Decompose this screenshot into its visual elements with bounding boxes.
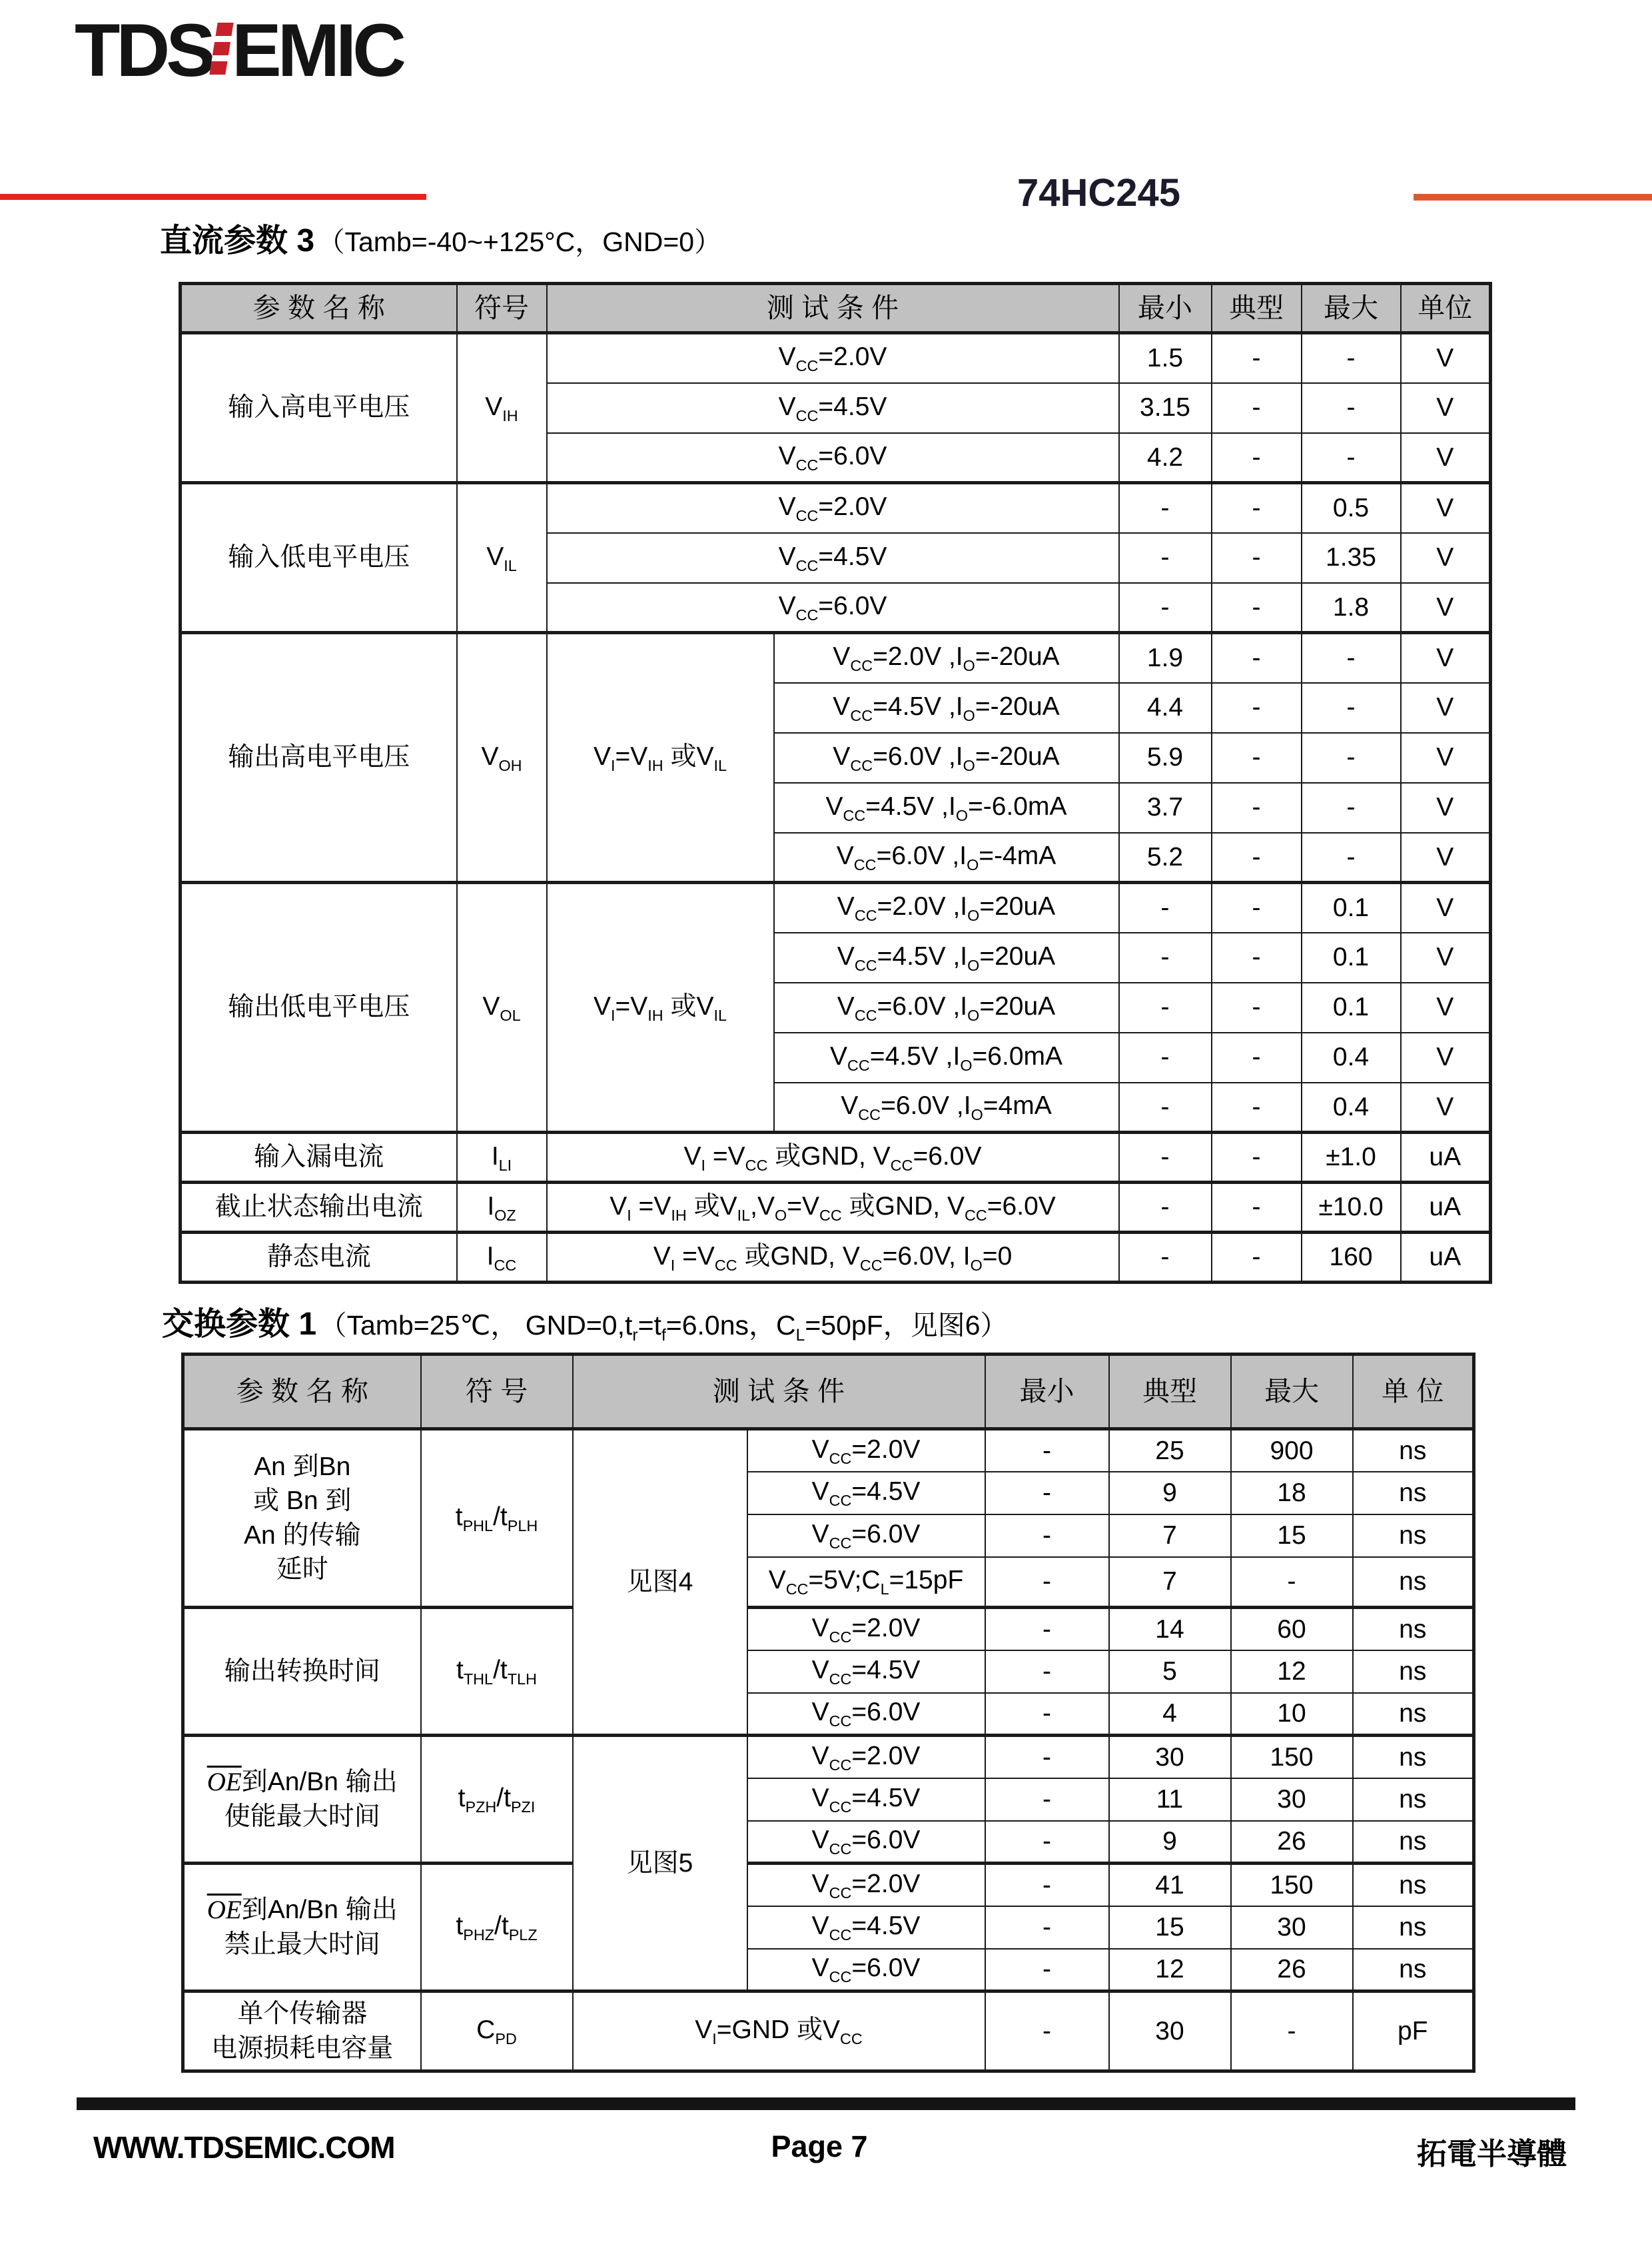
cell-symbol: $I_{LI}$ bbox=[457, 1133, 547, 1183]
cell-symbol: $t_{PZH}/t_{PZI}$ bbox=[421, 1736, 573, 1864]
cell-min: - bbox=[985, 1557, 1109, 1608]
cell-unit: V bbox=[1401, 683, 1491, 733]
cell-unit: ns bbox=[1353, 1472, 1474, 1514]
col-header-max: 最大 bbox=[1231, 1355, 1353, 1429]
cell-unit: V bbox=[1401, 933, 1491, 983]
cell-typ: - bbox=[1212, 683, 1302, 733]
cell-symbol: $V_{IH}$ bbox=[457, 333, 547, 483]
cell-param-name: An 到Bn 或 Bn 到 An 的传输 延时 bbox=[183, 1429, 421, 1608]
table-row bbox=[181, 1133, 1491, 1183]
cell-condition: $V_{CC}=4.5V$ $,I_O=20uA$ bbox=[774, 933, 1119, 983]
cell-condition: $V_{CC}=5V;C_L=15pF$ bbox=[747, 1557, 985, 1608]
switching-parameters-table bbox=[181, 1353, 1475, 2073]
cell-unit: ns bbox=[1353, 1650, 1474, 1693]
cell-symbol: $t_{PHZ}/t_{PLZ}$ bbox=[421, 1864, 573, 1991]
table-row bbox=[183, 1736, 1474, 1778]
cell-typ: - bbox=[1212, 833, 1302, 883]
cell-unit: uA bbox=[1401, 1133, 1491, 1183]
cell-min: - bbox=[1119, 583, 1212, 633]
cell-condition: $V_{CC}=4.5V$ $,I_O=-6.0mA$ bbox=[774, 783, 1119, 833]
cell-typ: - bbox=[1212, 733, 1302, 783]
col-header-typ: 典型 bbox=[1212, 284, 1302, 333]
cell-max: 160 bbox=[1302, 1233, 1401, 1283]
cell-max: - bbox=[1302, 333, 1401, 383]
cell-max: - bbox=[1302, 683, 1401, 733]
logo-red-bars-icon bbox=[208, 23, 233, 79]
cell-condition: $V_{CC}=2.0V$ bbox=[747, 1864, 985, 1906]
cell-unit: ns bbox=[1353, 1557, 1474, 1608]
cell-condition: $V_{CC}=2.0V$ bbox=[747, 1608, 985, 1650]
cell-condition: $V_{CC}=4.5V$ bbox=[747, 1778, 985, 1821]
sw-section-heading bbox=[162, 1298, 1008, 1345]
tdsemic-logo bbox=[75, 9, 402, 92]
cell-max: 1.35 bbox=[1302, 533, 1401, 583]
cell-typ: - bbox=[1212, 483, 1302, 533]
cell-unit: ns bbox=[1353, 1693, 1474, 1736]
cell-condition: $V_{CC}=4.5V$ bbox=[547, 383, 1119, 433]
col-header-param: 参 数 名 称 bbox=[183, 1355, 421, 1429]
cell-min: - bbox=[1119, 533, 1212, 583]
cell-min: 1.9 bbox=[1119, 633, 1212, 683]
cell-unit: V bbox=[1401, 433, 1491, 483]
cell-typ: 15 bbox=[1109, 1906, 1231, 1949]
cell-condition: $V_{CC}=2.0V$ $,I_O=-20uA$ bbox=[774, 633, 1119, 683]
table-row bbox=[181, 883, 1491, 933]
col-header-min: 最小 bbox=[1119, 284, 1212, 333]
cell-param-name: 输出转换时间 bbox=[183, 1608, 421, 1736]
cell-max: 150 bbox=[1231, 1864, 1353, 1906]
table-row bbox=[181, 1233, 1491, 1283]
cell-condition: $V_{CC}=6.0V$ $,I_O=-4mA$ bbox=[774, 833, 1119, 883]
cell-max: - bbox=[1302, 733, 1401, 783]
cell-max: 15 bbox=[1231, 1514, 1353, 1557]
table-row bbox=[181, 333, 1491, 383]
cell-condition: $V_I =V_{IH}$ 或$V_{IL},V_O=V_{CC}$ 或GND, $V_{CC}=6.0V$ bbox=[547, 1183, 1119, 1233]
cell-max: 0.5 bbox=[1302, 483, 1401, 533]
footer-page-number: Page 7 bbox=[771, 2129, 868, 2163]
cell-unit: uA bbox=[1401, 1183, 1491, 1233]
cell-param-name: 截止状态输出电流 bbox=[181, 1183, 457, 1233]
cell-typ: - bbox=[1212, 633, 1302, 683]
cell-typ: 11 bbox=[1109, 1778, 1231, 1821]
cell-min: - bbox=[985, 1821, 1109, 1864]
cell-unit: ns bbox=[1353, 1608, 1474, 1650]
cell-condition: $V_{CC}=4.5V$ $,I_O=6.0mA$ bbox=[774, 1033, 1119, 1083]
cell-condition: $V_{CC}=4.5V$ $,I_O=-20uA$ bbox=[774, 683, 1119, 733]
table-header-row bbox=[183, 1355, 1474, 1429]
cell-condition: $V_{CC}=4.5V$ bbox=[547, 533, 1119, 583]
cell-min: - bbox=[985, 1472, 1109, 1514]
footer-divider-bar bbox=[77, 2097, 1575, 2110]
col-header-condition: 测 试 条 件 bbox=[547, 284, 1119, 333]
cell-unit: pF bbox=[1353, 1991, 1474, 2071]
cell-typ: - bbox=[1212, 533, 1302, 583]
cell-unit: V bbox=[1401, 1083, 1491, 1133]
cell-max: 26 bbox=[1231, 1949, 1353, 1991]
cell-param-name: 输入高电平电压 bbox=[181, 333, 457, 483]
cell-min: - bbox=[985, 1864, 1109, 1906]
cell-min: - bbox=[985, 1949, 1109, 1991]
cell-min: 3.7 bbox=[1119, 783, 1212, 833]
cell-param-name: 单个传输器 电源损耗电容量 bbox=[183, 1991, 421, 2071]
col-header-param: 参 数 名 称 bbox=[181, 284, 457, 333]
cell-max: - bbox=[1302, 633, 1401, 683]
cell-max: - bbox=[1302, 833, 1401, 883]
cell-max: - bbox=[1302, 433, 1401, 483]
cell-param-name: 静态电流 bbox=[181, 1233, 457, 1283]
col-header-typ: 典型 bbox=[1109, 1355, 1231, 1429]
cell-min: 4.2 bbox=[1119, 433, 1212, 483]
cell-param-name: 输出高电平电压 bbox=[181, 633, 457, 883]
cell-max: 18 bbox=[1231, 1472, 1353, 1514]
cell-typ: - bbox=[1212, 583, 1302, 633]
cell-min: 5.2 bbox=[1119, 833, 1212, 883]
cell-condition: $V_{CC}=4.5V$ bbox=[747, 1472, 985, 1514]
cell-min: - bbox=[985, 1778, 1109, 1821]
cell-unit: V bbox=[1401, 833, 1491, 883]
cell-symbol: $t_{THL}/t_{TLH}$ bbox=[421, 1608, 573, 1736]
cell-min: - bbox=[985, 1650, 1109, 1693]
cell-typ: - bbox=[1212, 333, 1302, 383]
cell-unit: V bbox=[1401, 383, 1491, 433]
cell-condition: $V_{CC}=6.0V$ $,I_O=-20uA$ bbox=[774, 733, 1119, 783]
cell-symbol: $I_{OZ}$ bbox=[457, 1183, 547, 1233]
dc-section-title: 直流参数 3 bbox=[160, 223, 315, 259]
cell-symbol: $t_{PHL}/t_{PLH}$ bbox=[421, 1429, 573, 1608]
col-header-unit: 单 位 bbox=[1353, 1355, 1474, 1429]
cell-typ: - bbox=[1212, 983, 1302, 1033]
cell-unit: V bbox=[1401, 883, 1491, 933]
cell-symbol: $V_{IL}$ bbox=[457, 483, 547, 633]
footer-brand-name: 拓電半導體 bbox=[1416, 2137, 1567, 2171]
cell-max: 30 bbox=[1231, 1906, 1353, 1949]
cell-symbol: $C_{PD}$ bbox=[421, 1991, 573, 2071]
cell-typ: - bbox=[1212, 1133, 1302, 1183]
cell-max: 0.1 bbox=[1302, 883, 1401, 933]
cell-typ: 30 bbox=[1109, 1736, 1231, 1778]
cell-min: - bbox=[985, 1906, 1109, 1949]
cell-typ: 12 bbox=[1109, 1949, 1231, 1991]
cell-condition: $V_I=GND$ 或$V_{CC}$ bbox=[573, 1991, 985, 2071]
cell-condition: $V_{CC}=2.0V$ bbox=[747, 1736, 985, 1778]
cell-max: - bbox=[1302, 783, 1401, 833]
cell-unit: ns bbox=[1353, 1514, 1474, 1557]
cell-condition: $V_{CC}=6.0V$ bbox=[547, 433, 1119, 483]
cell-min: 4.4 bbox=[1119, 683, 1212, 733]
col-header-condition: 测 试 条 件 bbox=[573, 1355, 985, 1429]
cell-unit: V bbox=[1401, 1033, 1491, 1083]
cell-typ: - bbox=[1212, 433, 1302, 483]
cell-max: 0.1 bbox=[1302, 933, 1401, 983]
cell-min: - bbox=[985, 1429, 1109, 1472]
cell-max: 900 bbox=[1231, 1429, 1353, 1472]
cell-fig-ref: 见图4 bbox=[573, 1429, 747, 1736]
cell-min: - bbox=[1119, 1033, 1212, 1083]
cell-param-name: $\overline{OE}$到An/Bn 输出 使能最大时间 bbox=[183, 1736, 421, 1864]
cell-max: 26 bbox=[1231, 1821, 1353, 1864]
cell-unit: ns bbox=[1353, 1949, 1474, 1991]
cell-typ: 14 bbox=[1109, 1608, 1231, 1650]
cell-unit: ns bbox=[1353, 1778, 1474, 1821]
cell-typ: - bbox=[1212, 383, 1302, 433]
cell-symbol: $I_{CC}$ bbox=[457, 1233, 547, 1283]
cell-unit: ns bbox=[1353, 1821, 1474, 1864]
dc-parameters-table bbox=[179, 282, 1492, 1284]
cell-typ: 30 bbox=[1109, 1991, 1231, 2071]
table-header-row bbox=[181, 284, 1491, 333]
logo-text-left: TDS bbox=[75, 9, 212, 92]
cell-condition: $V_{CC}=2.0V$ bbox=[747, 1429, 985, 1472]
cell-min: 5.9 bbox=[1119, 733, 1212, 783]
cell-typ: - bbox=[1212, 1083, 1302, 1133]
cell-min: - bbox=[1119, 983, 1212, 1033]
cell-typ: - bbox=[1212, 933, 1302, 983]
cell-condition: $V_{CC}=6.0V$ bbox=[747, 1693, 985, 1736]
cell-max: ±1.0 bbox=[1302, 1133, 1401, 1183]
cell-min: - bbox=[1119, 483, 1212, 533]
sw-section-title: 交换参数 1 bbox=[162, 1307, 317, 1342]
cell-typ: 9 bbox=[1109, 1472, 1231, 1514]
cell-max: - bbox=[1302, 383, 1401, 433]
cell-unit: uA bbox=[1401, 1233, 1491, 1283]
cell-typ: - bbox=[1212, 1183, 1302, 1233]
table-row bbox=[183, 1429, 1474, 1472]
cell-max: 1.8 bbox=[1302, 583, 1401, 633]
cell-unit: ns bbox=[1353, 1864, 1474, 1906]
cell-unit: V bbox=[1401, 583, 1491, 633]
cell-condition: $V_{CC}=6.0V$ $,I_O=4mA$ bbox=[774, 1083, 1119, 1133]
footer-website-link[interactable]: WWW.TDSEMIC.COM bbox=[93, 2130, 395, 2165]
part-number-title: 74HC245 bbox=[1017, 171, 1181, 215]
cell-typ: 5 bbox=[1109, 1650, 1231, 1693]
cell-param-name: 输入低电平电压 bbox=[181, 483, 457, 633]
cell-min: - bbox=[985, 1736, 1109, 1778]
red-divider-line-left bbox=[0, 194, 426, 200]
sw-section-conditions: （Tamb=25℃， $GND=0,t_r=t_f=6.0ns$，$C_L=50pF$，见图6） bbox=[319, 1310, 1008, 1345]
cell-max: 0.4 bbox=[1302, 1033, 1401, 1083]
cell-condition: $V_{CC}=4.5V$ bbox=[747, 1906, 985, 1949]
cell-typ: 41 bbox=[1109, 1864, 1231, 1906]
col-header-unit: 单位 bbox=[1401, 284, 1491, 333]
cell-typ: 4 bbox=[1109, 1693, 1231, 1736]
cell-condition: $V_I =V_{CC}$ 或GND, $V_{CC}=6.0V$ bbox=[547, 1133, 1119, 1183]
cell-typ: 7 bbox=[1109, 1557, 1231, 1608]
cell-unit: V bbox=[1401, 333, 1491, 383]
cell-min: - bbox=[985, 1514, 1109, 1557]
cell-condition: $V_{CC}=2.0V$ $,I_O=20uA$ bbox=[774, 883, 1119, 933]
cell-unit: V bbox=[1401, 783, 1491, 833]
cell-min: - bbox=[1119, 1083, 1212, 1133]
table-row bbox=[183, 1864, 1474, 1906]
cell-max: - bbox=[1231, 1991, 1353, 2071]
cell-condition: $V_{CC}=6.0V$ bbox=[547, 583, 1119, 633]
logo-text-right: EMIC bbox=[232, 9, 402, 92]
cell-fig-ref: 见图5 bbox=[573, 1736, 747, 1991]
cell-condition: $V_{CC}=2.0V$ bbox=[547, 483, 1119, 533]
cell-min: 1.5 bbox=[1119, 333, 1212, 383]
dc-section-conditions: （Tamb=-40~+125°C，GND=0） bbox=[317, 227, 722, 257]
cell-typ: 25 bbox=[1109, 1429, 1231, 1472]
cell-param-name: $\overline{OE}$到An/Bn 输出 禁止最大时间 bbox=[183, 1864, 421, 1991]
cell-param-name: 输入漏电流 bbox=[181, 1133, 457, 1183]
orange-divider-line-right bbox=[1414, 194, 1652, 201]
cell-condition: $V_{CC}=2.0V$ bbox=[547, 333, 1119, 383]
cell-condition-common: $V_I=V_{IH}$ 或$V_{IL}$ bbox=[547, 633, 774, 883]
cell-condition: $V_{CC}=4.5V$ bbox=[747, 1650, 985, 1693]
cell-condition-common: $V_I=V_{IH}$ 或$V_{IL}$ bbox=[547, 883, 774, 1133]
cell-condition: $V_{CC}=6.0V$ bbox=[747, 1949, 985, 1991]
col-header-symbol: 符 号 bbox=[421, 1355, 573, 1429]
table-row bbox=[181, 633, 1491, 683]
cell-min: - bbox=[1119, 1133, 1212, 1183]
cell-unit: V bbox=[1401, 633, 1491, 683]
cell-condition: $V_{CC}=6.0V$ $,I_O=20uA$ bbox=[774, 983, 1119, 1033]
table-row bbox=[181, 483, 1491, 533]
cell-min: - bbox=[985, 1608, 1109, 1650]
cell-typ: - bbox=[1212, 1033, 1302, 1083]
cell-typ: - bbox=[1212, 883, 1302, 933]
cell-min: - bbox=[1119, 883, 1212, 933]
cell-symbol: $V_{OL}$ bbox=[457, 883, 547, 1133]
cell-max: 150 bbox=[1231, 1736, 1353, 1778]
cell-condition: $V_{CC}=6.0V$ bbox=[747, 1821, 985, 1864]
cell-max: 0.4 bbox=[1302, 1083, 1401, 1133]
cell-unit: ns bbox=[1353, 1736, 1474, 1778]
cell-unit: V bbox=[1401, 733, 1491, 783]
cell-max: 0.1 bbox=[1302, 983, 1401, 1033]
cell-min: - bbox=[985, 1693, 1109, 1736]
table-row bbox=[181, 1183, 1491, 1233]
cell-min: 3.15 bbox=[1119, 383, 1212, 433]
cell-unit: ns bbox=[1353, 1429, 1474, 1472]
cell-typ: - bbox=[1212, 1233, 1302, 1283]
cell-max: ±10.0 bbox=[1302, 1183, 1401, 1233]
table-row bbox=[183, 1608, 1474, 1650]
cell-max: 10 bbox=[1231, 1693, 1353, 1736]
cell-param-name: 输出低电平电压 bbox=[181, 883, 457, 1133]
dc-section-heading bbox=[160, 215, 721, 261]
col-header-symbol: 符号 bbox=[457, 284, 547, 333]
table-row bbox=[183, 1991, 1474, 2071]
cell-symbol: $V_{OH}$ bbox=[457, 633, 547, 883]
cell-unit: V bbox=[1401, 983, 1491, 1033]
cell-min: - bbox=[1119, 1183, 1212, 1233]
cell-typ: 9 bbox=[1109, 1821, 1231, 1864]
cell-unit: ns bbox=[1353, 1906, 1474, 1949]
cell-max: 12 bbox=[1231, 1650, 1353, 1693]
cell-condition: $V_I =V_{CC}$ 或GND, $V_{CC}=6.0V$, $I_O=0$ bbox=[547, 1233, 1119, 1283]
cell-condition: $V_{CC}=6.0V$ bbox=[747, 1514, 985, 1557]
cell-max: - bbox=[1231, 1557, 1353, 1608]
cell-min: - bbox=[1119, 1233, 1212, 1283]
cell-unit: V bbox=[1401, 483, 1491, 533]
cell-typ: 7 bbox=[1109, 1514, 1231, 1557]
cell-min: - bbox=[985, 1991, 1109, 2071]
col-header-min: 最小 bbox=[985, 1355, 1109, 1429]
cell-min: - bbox=[1119, 933, 1212, 983]
col-header-max: 最大 bbox=[1302, 284, 1401, 333]
cell-typ: - bbox=[1212, 783, 1302, 833]
cell-unit: V bbox=[1401, 533, 1491, 583]
cell-max: 60 bbox=[1231, 1608, 1353, 1650]
cell-max: 30 bbox=[1231, 1778, 1353, 1821]
